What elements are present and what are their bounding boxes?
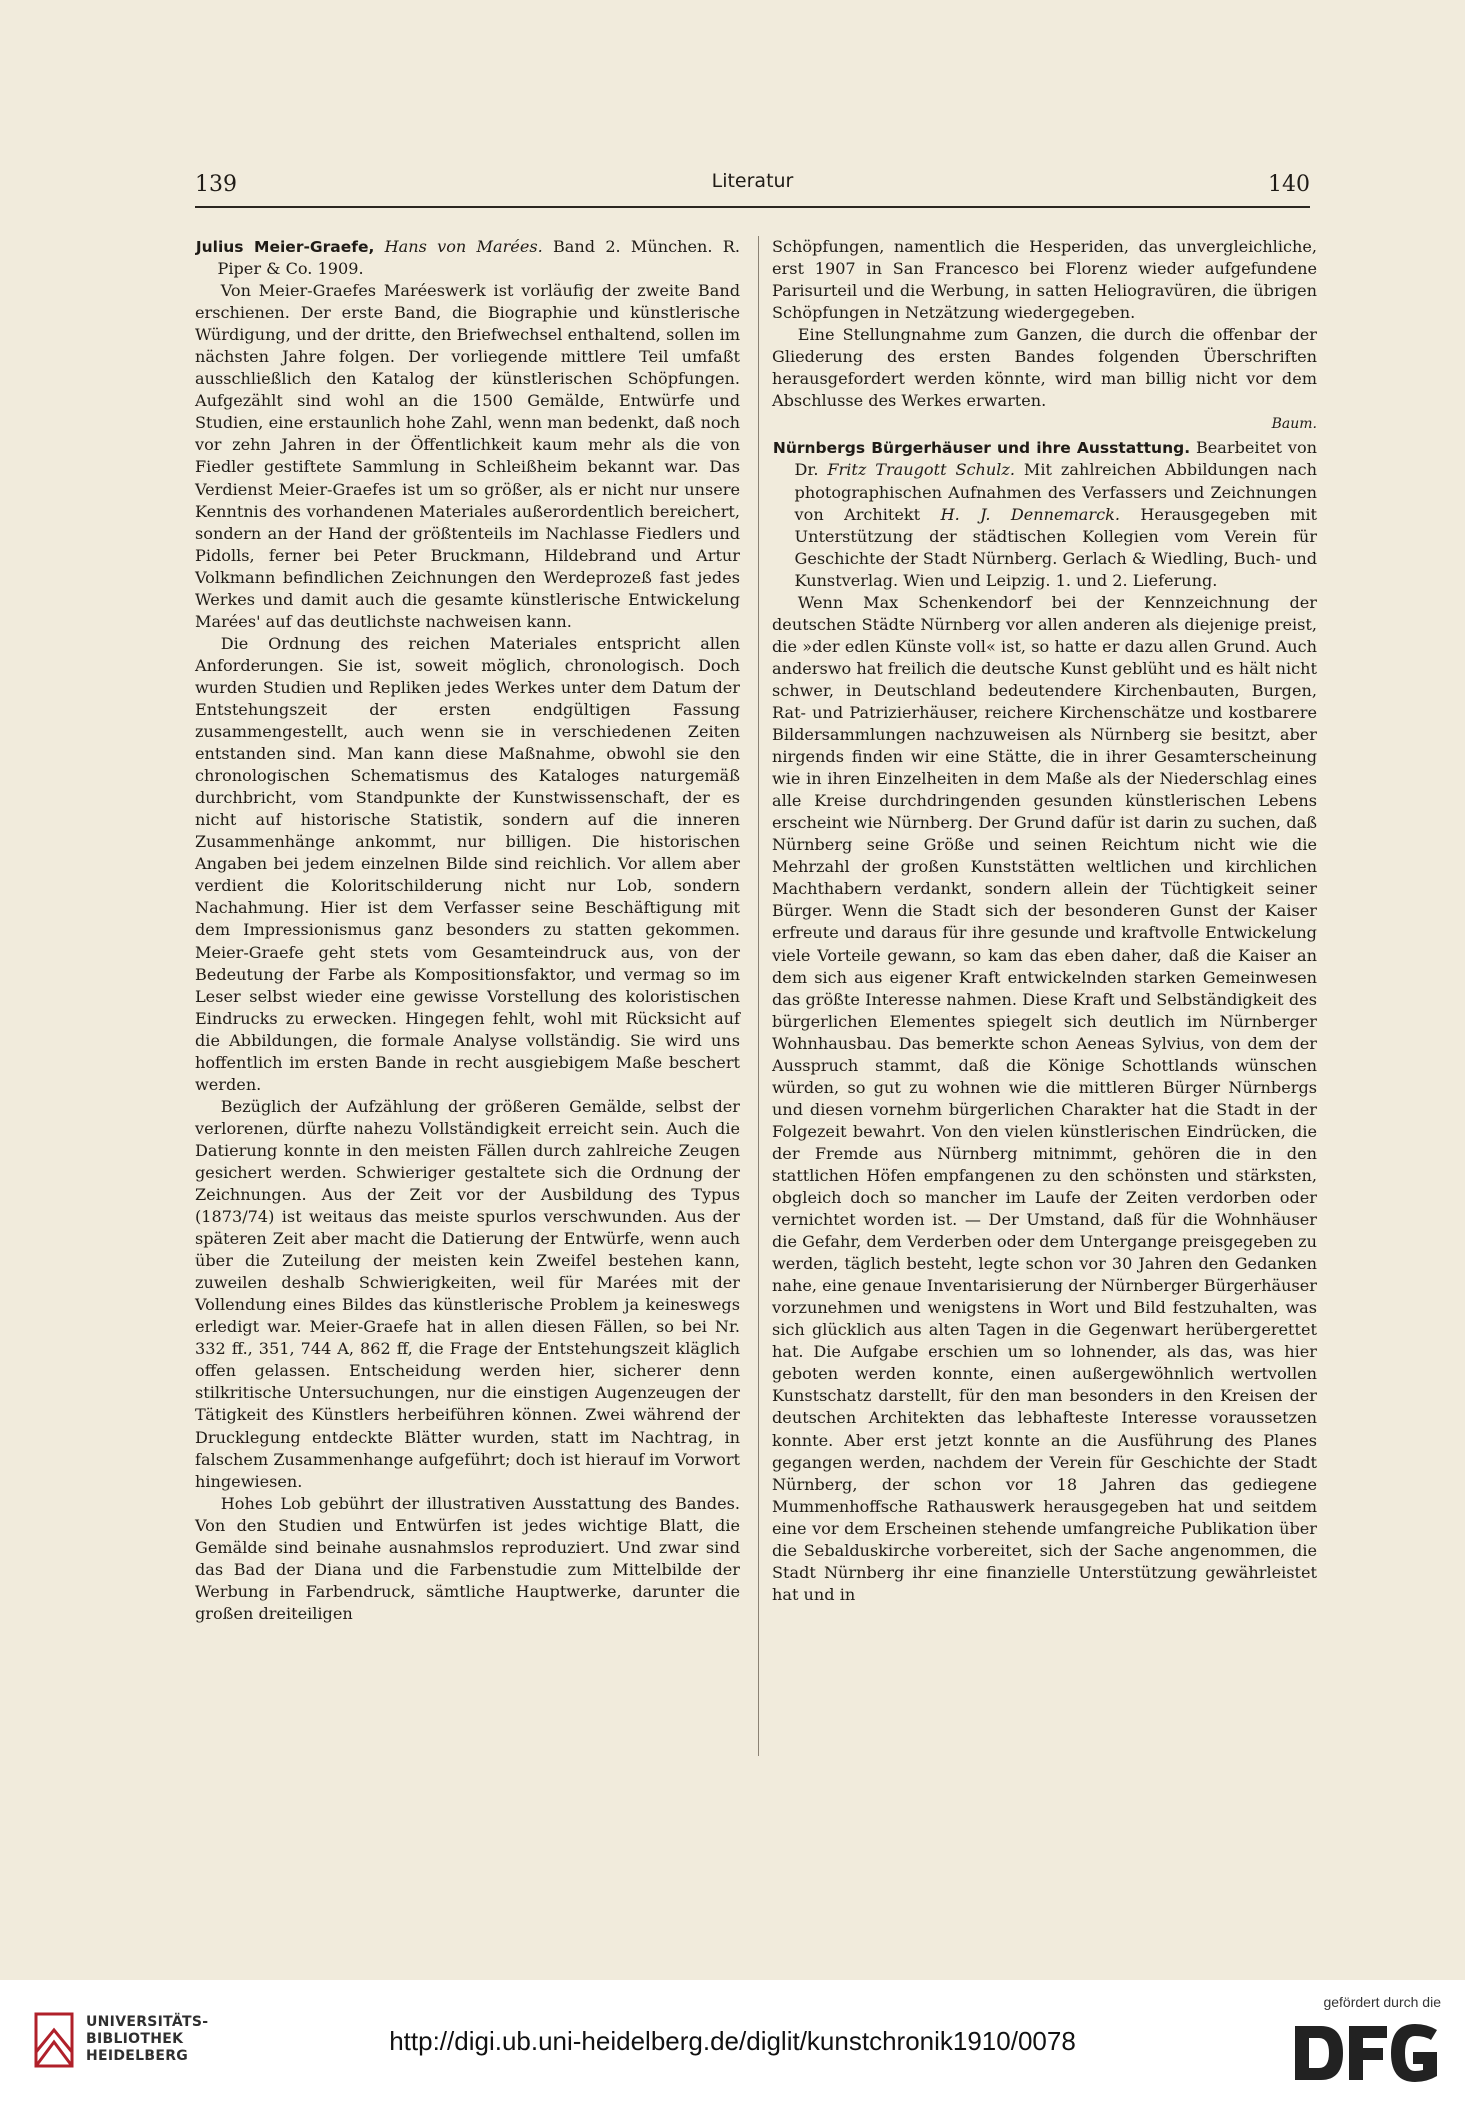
entry-architect: H. J. Dennemarck. [940, 504, 1120, 524]
paragraph: Hohes Lob gebührt der illustrativen Ausstattung des Bandes. Von den Studien und Entwürfen ist jedes wichtige Blatt, die Gemälde sind beinahe ausnahmslos reproduziert. Und zwar sind das Bad der Diana und die Farbenstudie zum Mittelbilde der Werbung in Farbendruck, sämtliche Hauptwerke, darunter die großen dreiteiligen [195, 1493, 740, 1623]
entry-publisher: Band 2. München. R. Piper & Co. 1909. [217, 237, 740, 279]
library-name-line: UNIVERSITÄTS- [86, 2014, 209, 2030]
funding-label: gefördert durch die [1323, 1994, 1441, 2010]
paragraph: Die Ordnung des reichen Materiales entspricht allen Anforderungen. Sie ist, soweit möglich, chronologisch. Doch wurden Studien und Repliken jedes Werkes unter dem Datum der Entstehungszeit der ersten endgültigen Fassung zusammengestellt, auch wenn sie in verschiedenen Zeiten entstanden sind. Man kann diese Maßnahme, obwohl sie den chronologischen Schematismus des Kataloges naturgemäß durchbricht, vom Standpunkte der Kunstwissenschaft, der es nicht auf historische Statistik, sondern auf die inneren Zusammenhänge ankommt, nur billigen. Die historischen Angaben bei jedem einzelnen Bilde sind reichlich. Vor allem aber verdient die Koloritschilderung nicht nur Lob, sondern Nachahmung. Hier ist dem Verfasser seine Beschäftigung mit dem Impressionismus ganz besonders zu statten gekommen. Meier-Graefe geht stets vom Gesamteindruck aus, von der Bedeutung der Farbe als Kompositionsfaktor, und vermag so im Leser selbst wieder eine gewisse Vorstellung des koloristischen Eindrucks zu erwecken. Hingegen fehlt, wohl mit Rücksicht auf die Abbildungen, die formale Analyse vollständig. Sie wird uns hoffentlich im ersten Bande in recht ausgiebigem Maße beschert werden. [195, 633, 740, 1094]
entry-text: Bearbeitet von Dr. [794, 438, 1318, 480]
column-divider [758, 236, 759, 1756]
page-number-left: 139 [195, 172, 237, 197]
viewer-footer [0, 1980, 1465, 2104]
dfg-logo-icon[interactable] [1291, 2020, 1441, 2086]
permalink-url[interactable]: http://digi.ub.uni-heidelberg.de/diglit/kunstchronik1910/0078 [389, 2026, 1076, 2056]
paragraph: Schöpfungen, namentlich die Hesperiden, das unvergleichliche, erst 1907 in San Francesco bei Florenz wieder aufgefundene Parisurteil und die Werbung, in satten Heliogravüren, die übrigen Schöpfungen in Netzätzung wiedergegeben. [772, 237, 1317, 323]
library-name-line: BIBLIOTHEK [86, 2031, 184, 2047]
paragraph: Von Meier-Graefes Maréeswerk ist vorläufig der zweite Band erschienen. Der erste Band, die Biographie und künstlerische Würdigung, und der dritte, den Briefwechsel enthaltend, sollen im nächsten Jahre folgen. Der vorliegende mittlere Teil umfaßt ausschließlich den Katalog der künstlerischen Schöpfungen. Aufgezählt sind wohl an die 1500 Gemälde, Entwürfe und Studien, eine erstaunlich hohe Zahl, wenn man bedenkt, daß noch vor zehn Jahren in der Öffentlichkeit kaum mehr als die von Fiedler gestiftete Sammlung in Schleißheim bekannt war. Das Verdienst Meier-Graefes ist um so größer, als er nicht nur unsere Kenntnis des vorhandenen Materiales außerordentlich bereichert, sondern an der Hand der größtenteils im Nachlasse Fiedlers und Pidolls, ferner bei Peter Bruckmann, Hildebrand und Artur Volkmann befindlichen Zeichnungen den Werdeprozeß fast jedes Werkes und damit auch die gesamte künstlerische Entwickelung Marées' auf das deutlichste nachweisen kann. [195, 281, 740, 631]
entry-title: Hans von Marées. [384, 237, 543, 256]
entry-title: Nürnbergs Bürgerhäuser und ihre Ausstattung. [772, 439, 1191, 458]
page-header [195, 168, 1310, 208]
entry-text: Herausgegeben mit Unterstützung der städtischen Kollegien vom Verein für Geschichte der Stadt Nürnberg. Gerlach & Wiedling, Buch- und Kunstverlag. Wien und Leipzig. 1. und 2. Lieferung. [794, 504, 1317, 590]
left-column [195, 236, 740, 1625]
header-rule [195, 206, 1310, 208]
paragraph: Eine Stellungnahme zum Ganzen, die durch die offenbar der Gliederung des ersten Bandes folgenden Überschriften herausgefordert werden könnte, wird man billig nicht vor dem Abschlusse des Werkes erwarten. [772, 325, 1317, 411]
entry-author: Fritz Traugott Schulz. [827, 460, 1015, 480]
paragraph: Bezüglich der Aufzählung der größeren Gemälde, selbst der verlorenen, dürfte nahezu Vollständigkeit erreicht sein. Auch die Datierung konnte in den meisten Fällen durch zahlreiche Zeugen gesichert werden. Schwieriger gestaltete sich die Ordnung der Zeichnungen. Aus der Zeit vor der Ausbildung des Typus (1873/74) ist weitaus das meiste spurlos verschwunden. Aus der späteren Zeit aber macht die Datierung der Entwürfe, wenn auch über die Zuteilung der meisten kein Zweifel bestehen kann, zuweilen deshalb Schwierigkeiten, weil für Marées mit der Vollendung eines Bildes das künstlerische Problem ja keineswegs erledigt war. Meier-Graefe hat in allen diesen Fällen, so bei Nr. 332 ff., 351, 744 A, 862 ff, die Frage der Entstehungszeit kläglich offen gelassen. Entscheidung werden hier, sicherer denn stilkritische Untersuchungen, nur die einstigen Augenzeugen der Tätigkeit des Künstlers herbeiführen können. Zwei während der Drucklegung entdeckte Blätter wurden, statt im Nachtrag, in falschem Zusammenhange aufgeführt; doch ist hierauf im Vorwort hingewiesen. [195, 1096, 740, 1491]
library-name-line: HEIDELBERG [86, 2048, 189, 2064]
reviewer-signature: Baum. [1271, 416, 1317, 433]
entry-author: Julius Meier-Graefe, [195, 238, 375, 256]
entry-text: Mit zahlreichen Abbildungen nach photographischen Aufnahmen des Verfassers und Zeichnungen von Architekt [794, 460, 1317, 524]
page-number-right: 140 [1268, 172, 1310, 197]
right-column [772, 236, 1317, 1606]
review-entry-heading [195, 236, 740, 280]
paragraph: Wenn Max Schenkendorf bei der Kennzeichnung der deutschen Städte Nürnberg vor allen anderen als diejenige preist, die »der edlen Künste voll« ist, so hatte er dazu allen Grund. Auch anderswo hat freilich die deutsche Kunst geblüht und es hält nicht schwer, in Deutschland bedeutendere Kirchenbauten, Burgen, Rat- und Patrizierhäuser, reichere Kirchenschätze und kostbarere Bildersammlungen nachzuweisen als Nürnberg sie besitzt, aber nirgends finden wir eine Stätte, die in ihrer Gesamterscheinung wie in ihren Einzelheiten in dem Maße als der Niederschlag eines alle Kreise durchdringenden gesunden künstlerischen Lebens erscheint wie Nürnberg. Der Grund dafür ist darin zu suchen, daß Nürnberg seine Größe und seinen Reichtum nicht wie die Mehrzahl der großen Kunststätten weltlichen und kirchlichen Machthabern verdankt, sondern allein der Tüchtigkeit seiner Bürger. Wenn die Stadt sich der besonderen Gunst der Kaiser erfreute und daraus für ihre gesunde und kraftvolle Entwickelung viele Vorteile gewann, so kam das eben daher, daß die Kaiser an dem sich aus eigener Kraft entwickelnden starken Gemeinwesen das größte Interesse nahmen. Diese Kraft und Selbständigkeit des bürgerlichen Elementes spiegelt sich deutlich im Nürnberger Wohnhausbau. Das bemerkte schon Aeneas Sylvius, von dem der Ausspruch stammt, daß die Könige Schottlands wünschen würden, so gut zu wohnen wie die mittleren Bürger Nürnbergs und diesen vornehm bürgerlichen Charakter hat die Stadt in der Folgezeit bewahrt. Von den vielen künstlerischen Eindrücken, die der Fremde aus Nürnberg mitnimmt, gehören die in den stattlichen Höfen empfangenen zu den schönsten und stärksten, obgleich doch so mancher im Laufe der Zeiten verdorben oder vernichtet worden ist. — Der Umstand, daß für die Wohnhäuser die Gefahr, dem Verderben oder dem Untergange preisgegeben zu werden, täglich besteht, legte schon vor 30 Jahren den Gedanken nahe, eine genaue Inventarisierung der Nürnberger Bürgerhäuser vorzunehmen und wenigstens in Wort und Bild festzuhalten, was sich glücklich aus alten Tagen in die Gegenwart herübergerettet hat. Die Aufgabe erschien um so lohnender, als das, was hier geboten werden konnte, einen außergewöhnlich wertvollen Kunstschatz darstellt, für den man besonders in den Kreisen der deutschen Architekten das lebhafteste Interesse voraussetzen konnte. Aber erst jetzt konnte an die Ausführung des Planes gegangen werden, nachdem der Verein für Geschichte der Stadt Nürnberg, der schon vor 18 Jahren das gediegene Mummenhoffsche Rathauswerk herausgegeben hat und seitdem eine vor dem Erscheinen stehende umfangreiche Publikation über die Sebalduskirche vorbereitet, sich der Sache angenommen, die Stadt Nürnberg ihr eine finanzielle Unterstützung gewährleistet hat und in [772, 592, 1318, 1604]
review-entry-heading [772, 437, 1317, 591]
running-title: Literatur [711, 170, 794, 192]
